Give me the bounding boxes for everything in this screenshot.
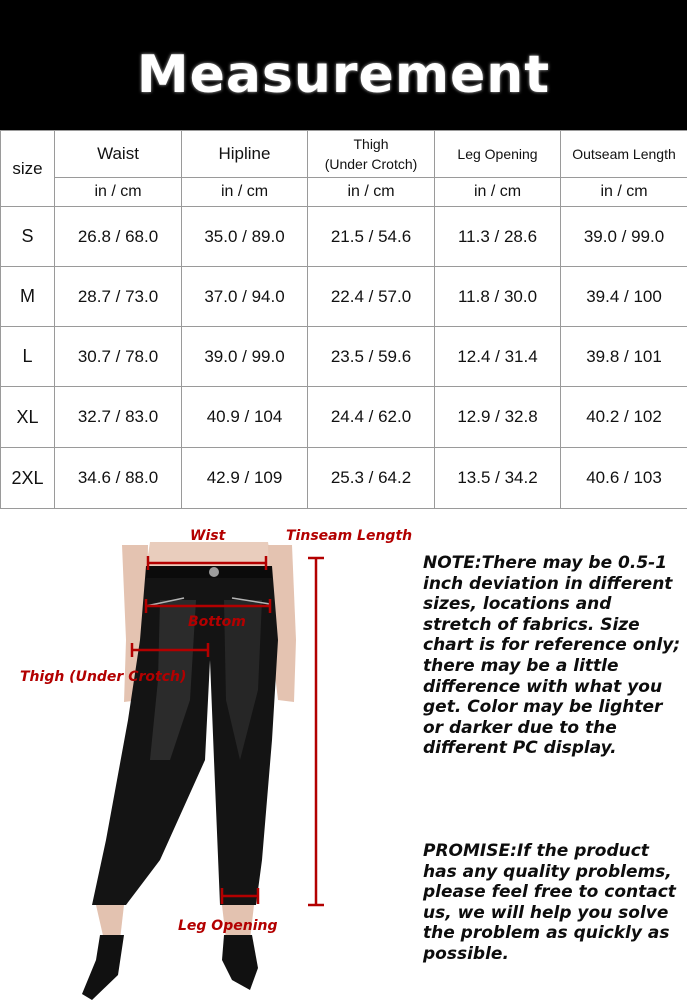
value-cell: 32.7 / 83.0 <box>55 387 182 448</box>
size-cell: XL <box>1 387 55 448</box>
table-row <box>1 448 687 509</box>
value-cell: 13.5 / 34.2 <box>435 448 561 509</box>
table-row <box>1 267 687 327</box>
value-cell: 42.9 / 109 <box>182 448 308 509</box>
leg-opening-label: Leg Opening <box>178 918 278 934</box>
col-header-outseam: Outseam Length <box>561 131 687 178</box>
value-cell: 11.8 / 30.0 <box>435 267 561 327</box>
value-cell: 12.4 / 31.4 <box>435 327 561 387</box>
value-cell: 22.4 / 57.0 <box>308 267 435 327</box>
value-cell: 39.4 / 100 <box>561 267 687 327</box>
table-row <box>1 207 687 267</box>
unit-cell: in / cm <box>182 178 308 207</box>
size-cell: S <box>1 207 55 267</box>
model-left-ankle <box>96 905 124 940</box>
value-cell: 39.0 / 99.0 <box>561 207 687 267</box>
col-header-waist: Waist <box>55 131 182 178</box>
value-cell: 25.3 / 64.2 <box>308 448 435 509</box>
table-header-row <box>1 131 687 178</box>
table-row <box>1 327 687 387</box>
pants-button <box>209 567 219 577</box>
size-cell: M <box>1 267 55 327</box>
value-cell: 34.6 / 88.0 <box>55 448 182 509</box>
value-cell: 26.8 / 68.0 <box>55 207 182 267</box>
value-cell: 40.9 / 104 <box>182 387 308 448</box>
size-cell: 2XL <box>1 448 55 509</box>
unit-cell: in / cm <box>435 178 561 207</box>
value-cell: 24.4 / 62.0 <box>308 387 435 448</box>
col-header-hipline: Hipline <box>182 131 308 178</box>
thigh-header-line1: Thigh <box>353 136 389 152</box>
value-cell: 39.0 / 99.0 <box>182 327 308 387</box>
waist-label: Wist <box>190 528 226 544</box>
promise-text: PROMISE:If the product has any quality problems, please feel free to contact us, we will help you solve the problem as quickly as possible. <box>423 841 676 964</box>
col-header-leg-opening: Leg Opening <box>435 131 561 178</box>
bottom-label: Bottom <box>188 614 246 630</box>
left-shoe <box>82 935 124 1000</box>
unit-cell: in / cm <box>308 178 435 207</box>
value-cell: 21.5 / 54.6 <box>308 207 435 267</box>
size-chart-table <box>0 130 687 509</box>
note-text: NOTE:There may be 0.5-1 inch deviation in different sizes, locations and stretch of fabrics. Size chart is for reference only; there may be a little difference with what you get. Color may be lighter or darker due to the different PC display. <box>423 553 681 759</box>
right-shoe <box>222 935 258 990</box>
size-cell: L <box>1 327 55 387</box>
col-header-thigh <box>308 131 435 178</box>
value-cell: 37.0 / 94.0 <box>182 267 308 327</box>
value-cell: 39.8 / 101 <box>561 327 687 387</box>
page-title: Measurement <box>136 45 551 105</box>
value-cell: 40.6 / 103 <box>561 448 687 509</box>
unit-cell: in / cm <box>561 178 687 207</box>
value-cell: 35.0 / 89.0 <box>182 207 308 267</box>
thigh-header-line2: (Under Crotch) <box>324 156 418 172</box>
thigh-label: Thigh (Under Crotch) <box>20 669 187 685</box>
unit-cell: in / cm <box>55 178 182 207</box>
value-cell: 30.7 / 78.0 <box>55 327 182 387</box>
value-cell: 40.2 / 102 <box>561 387 687 448</box>
table-row <box>1 387 687 448</box>
table-unit-row <box>1 178 687 207</box>
value-cell: 12.9 / 32.8 <box>435 387 561 448</box>
value-cell: 23.5 / 59.6 <box>308 327 435 387</box>
inseam-label: Tinseam Length <box>286 528 413 544</box>
size-header: size <box>1 131 55 207</box>
value-cell: 11.3 / 28.6 <box>435 207 561 267</box>
value-cell: 28.7 / 73.0 <box>55 267 182 327</box>
